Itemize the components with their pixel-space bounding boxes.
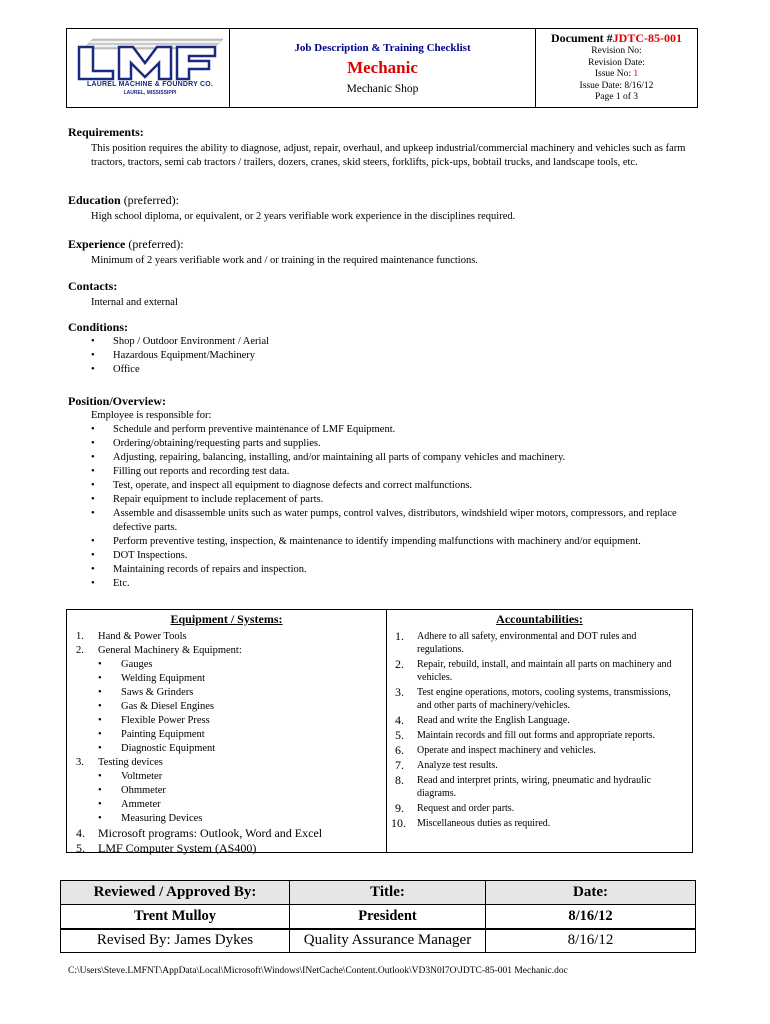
- equipment-accountabilities-table: [66, 609, 693, 853]
- list-item: [387, 774, 692, 800]
- item-number: 5.: [395, 728, 404, 742]
- department: Mechanic Shop: [346, 83, 419, 95]
- item-number: 1.: [395, 629, 404, 643]
- logo-location: LAUREL, MISSISSIPPI: [123, 90, 177, 96]
- list-item: • Painting Equipment: [98, 728, 386, 742]
- list-item: • Maintaining records of repairs and inspection.: [91, 563, 690, 577]
- list-item: [387, 686, 692, 712]
- list-item: • Ammeter: [98, 798, 386, 812]
- accountabilities-column: [387, 610, 692, 852]
- conditions-list: [91, 335, 708, 377]
- list-item: • Filling out reports and recording test data.: [91, 465, 690, 479]
- lmf-logo-mark: [73, 35, 223, 81]
- item-number: 4.: [76, 826, 85, 840]
- list-item: • Adjusting, repairing, balancing, installing, and/or maintaining all parts of company vehicles and machinery.: [91, 451, 690, 465]
- item-text: Hand & Power Tools: [98, 631, 187, 642]
- accountabilities-list: [387, 630, 692, 830]
- title-header: Title:: [290, 881, 486, 905]
- approved-by-header: Reviewed / Approved By:: [61, 881, 290, 905]
- revision-date: Revision Date:: [588, 57, 645, 68]
- requirements-section: [68, 125, 708, 169]
- education-heading-label: Education: [68, 193, 121, 207]
- list-item: [67, 841, 386, 856]
- item-number: 2.: [76, 645, 84, 656]
- document-number: [536, 31, 697, 46]
- item-text: Read and interpret prints, wiring, pneumatic and hydraulic diagrams.: [417, 775, 652, 799]
- education-qualifier: (preferred):: [120, 193, 179, 207]
- item-number: 3.: [395, 685, 404, 699]
- item-number: 6.: [395, 743, 404, 757]
- item-text: LMF Computer System (AS400): [98, 841, 257, 855]
- list-item: [387, 744, 692, 757]
- list-item: • Test, operate, and inspect all equipment to diagnose defects and correct malfunctions.: [91, 479, 690, 493]
- conditions-heading: Conditions:: [68, 320, 129, 334]
- list-item: • Saws & Grinders: [98, 686, 386, 700]
- item-number: 2.: [395, 657, 404, 671]
- list-item: • Gas & Diesel Engines: [98, 700, 386, 714]
- list-item: • Perform preventive testing, inspection, & maintenance to identify impending malfunctions with machinery and/or equipment.: [91, 535, 690, 549]
- list-item: • Shop / Outdoor Environment / Aerial: [91, 335, 708, 349]
- experience-text: Minimum of 2 years verifiable work and / or training in the required maintenance functions.: [91, 255, 478, 266]
- list-item: • Ordering/obtaining/requesting parts and supplies.: [91, 437, 690, 451]
- page-number: Page 1 of 3: [594, 92, 638, 102]
- item-text: General Machinery & Equipment:: [98, 645, 242, 656]
- list-item: • Measuring Devices: [98, 812, 386, 826]
- contacts-text: Internal and external: [91, 297, 178, 308]
- conditions-section: [68, 320, 708, 377]
- list-item: • Etc.: [91, 577, 690, 591]
- equipment-heading: Equipment / Systems:: [170, 612, 283, 626]
- item-text: Read and write the English Language.: [417, 715, 570, 726]
- list-item: [387, 658, 692, 684]
- list-item: • Assemble and disassemble units such as water pumps, control valves, distributors, windshield wiper motors, compressors, and replace defective parts.: [91, 507, 690, 535]
- list-item: [67, 644, 386, 658]
- revision-no: Revision No:: [591, 46, 642, 56]
- education-heading: [68, 193, 708, 208]
- machinery-sublist: [98, 658, 386, 756]
- document-header: [66, 28, 698, 108]
- title-block: [230, 29, 536, 107]
- item-text: Maintain records and fill out forms and appropriate reports.: [417, 730, 655, 741]
- item-text: Analyze test results.: [417, 760, 498, 771]
- item-number: 5.: [76, 841, 85, 855]
- item-text: Miscellaneous duties as required.: [417, 818, 551, 829]
- list-item: • Welding Equipment: [98, 672, 386, 686]
- list-item: • Flexible Power Press: [98, 714, 386, 728]
- position-section: [68, 394, 708, 591]
- document-number-label: Document #: [551, 31, 613, 45]
- item-number: 7.: [395, 758, 404, 772]
- issue-date: Issue Date: 8/16/12: [579, 80, 654, 91]
- issue-no: [536, 69, 697, 81]
- list-item: [67, 826, 386, 841]
- list-item: [387, 759, 692, 772]
- item-text: Test engine operations, motors, cooling systems, transmissions, and other parts of machinery/vehicles.: [417, 687, 671, 711]
- list-item: [67, 630, 386, 644]
- list-item: [387, 729, 692, 742]
- list-item: • Schedule and perform preventive maintenance of LMF Equipment.: [91, 423, 690, 437]
- approval-header-row: [61, 881, 696, 905]
- item-number: 8.: [395, 773, 404, 787]
- list-item: [67, 756, 386, 770]
- list-item: • Voltmeter: [98, 770, 386, 784]
- reviser-name: Revised By: James Dykes: [61, 929, 290, 953]
- list-item: [387, 630, 692, 656]
- item-text: Request and order parts.: [417, 803, 515, 814]
- list-item: • Repair equipment to include replacement of parts.: [91, 493, 690, 507]
- item-number: 3.: [76, 757, 84, 768]
- item-number: 1.: [76, 631, 84, 642]
- testing-sublist: [98, 770, 386, 826]
- position-heading: Position/Overview:: [68, 394, 166, 408]
- equipment-column: [67, 610, 387, 855]
- date-header: Date:: [486, 881, 696, 905]
- issue-number: 1: [633, 69, 639, 79]
- position-list: [91, 423, 690, 591]
- experience-qualifier: (preferred):: [125, 237, 184, 251]
- table-row: [61, 905, 696, 929]
- experience-heading: [68, 237, 708, 252]
- experience-heading-label: Experience: [68, 237, 126, 251]
- contacts-heading: Contacts:: [68, 279, 118, 293]
- list-item: [387, 802, 692, 815]
- reviser-title: Quality Assurance Manager: [290, 929, 486, 953]
- item-number: 9.: [395, 801, 404, 815]
- approver-name: Trent Mulloy: [61, 905, 290, 929]
- education-text: High school diploma, or equivalent, or 2 years verifiable work experience in the disciplines required.: [91, 211, 516, 222]
- item-number: 10.: [391, 816, 406, 830]
- item-text: Testing devices: [98, 757, 163, 768]
- approval-table: [60, 880, 696, 953]
- position-intro: Employee is responsible for:: [91, 410, 212, 421]
- equipment-list: [67, 630, 386, 856]
- contacts-section: [68, 279, 708, 310]
- list-item: • Office: [91, 363, 708, 377]
- table-row: [61, 929, 696, 953]
- experience-section: [68, 237, 708, 268]
- revision-date-value: 8/16/12: [486, 929, 696, 953]
- list-item: [387, 714, 692, 727]
- requirements-heading: Requirements:: [68, 125, 144, 139]
- list-item: • Hazardous Equipment/Machinery: [91, 349, 708, 363]
- accountabilities-heading: Accountabilities:: [496, 612, 583, 626]
- logo-company-name: LAUREL MACHINE & FOUNDRY CO.: [86, 81, 214, 88]
- company-logo: [67, 29, 230, 107]
- approval-date: 8/16/12: [486, 905, 696, 929]
- file-path-footer: C:\Users\Steve.LMFNT\AppData\Local\Microsoft\Windows\INetCache\Content.Outlook\VD3N0I7O\JDTC-85-001 Mechanic.doc: [68, 966, 568, 976]
- requirements-text: This position requires the ability to diagnose, adjust, repair, overhaul, and upkeep industrial/commercial machinery and vehicles such as farm tractors, tractors, semi cab tractors / trailers, dozers, cranes, skid steers, forklifts, pick-ups, bobtail trucks, and landscape tools, etc.: [91, 143, 686, 168]
- list-item: • Ohmmeter: [98, 784, 386, 798]
- item-number: 4.: [395, 713, 404, 727]
- approver-title: President: [290, 905, 486, 929]
- list-item: [387, 817, 692, 830]
- list-item: • DOT Inspections.: [91, 549, 690, 563]
- document-info: [536, 29, 697, 107]
- item-text: Microsoft programs: Outlook, Word and Excel: [98, 826, 323, 840]
- checklist-title: Job Description & Training Checklist: [294, 42, 471, 54]
- list-item: • Diagnostic Equipment: [98, 742, 386, 756]
- item-text: Operate and inspect machinery and vehicles.: [417, 745, 596, 756]
- document-id: JDTC-85-001: [612, 31, 682, 45]
- item-text: Repair, rebuild, install, and maintain all parts on machinery and vehicles.: [417, 659, 672, 683]
- issue-label: Issue No:: [594, 69, 634, 79]
- list-item: • Gauges: [98, 658, 386, 672]
- education-section: [68, 193, 708, 224]
- job-title: Mechanic: [347, 58, 418, 77]
- item-text: Adhere to all safety, environmental and DOT rules and regulations.: [417, 631, 637, 655]
